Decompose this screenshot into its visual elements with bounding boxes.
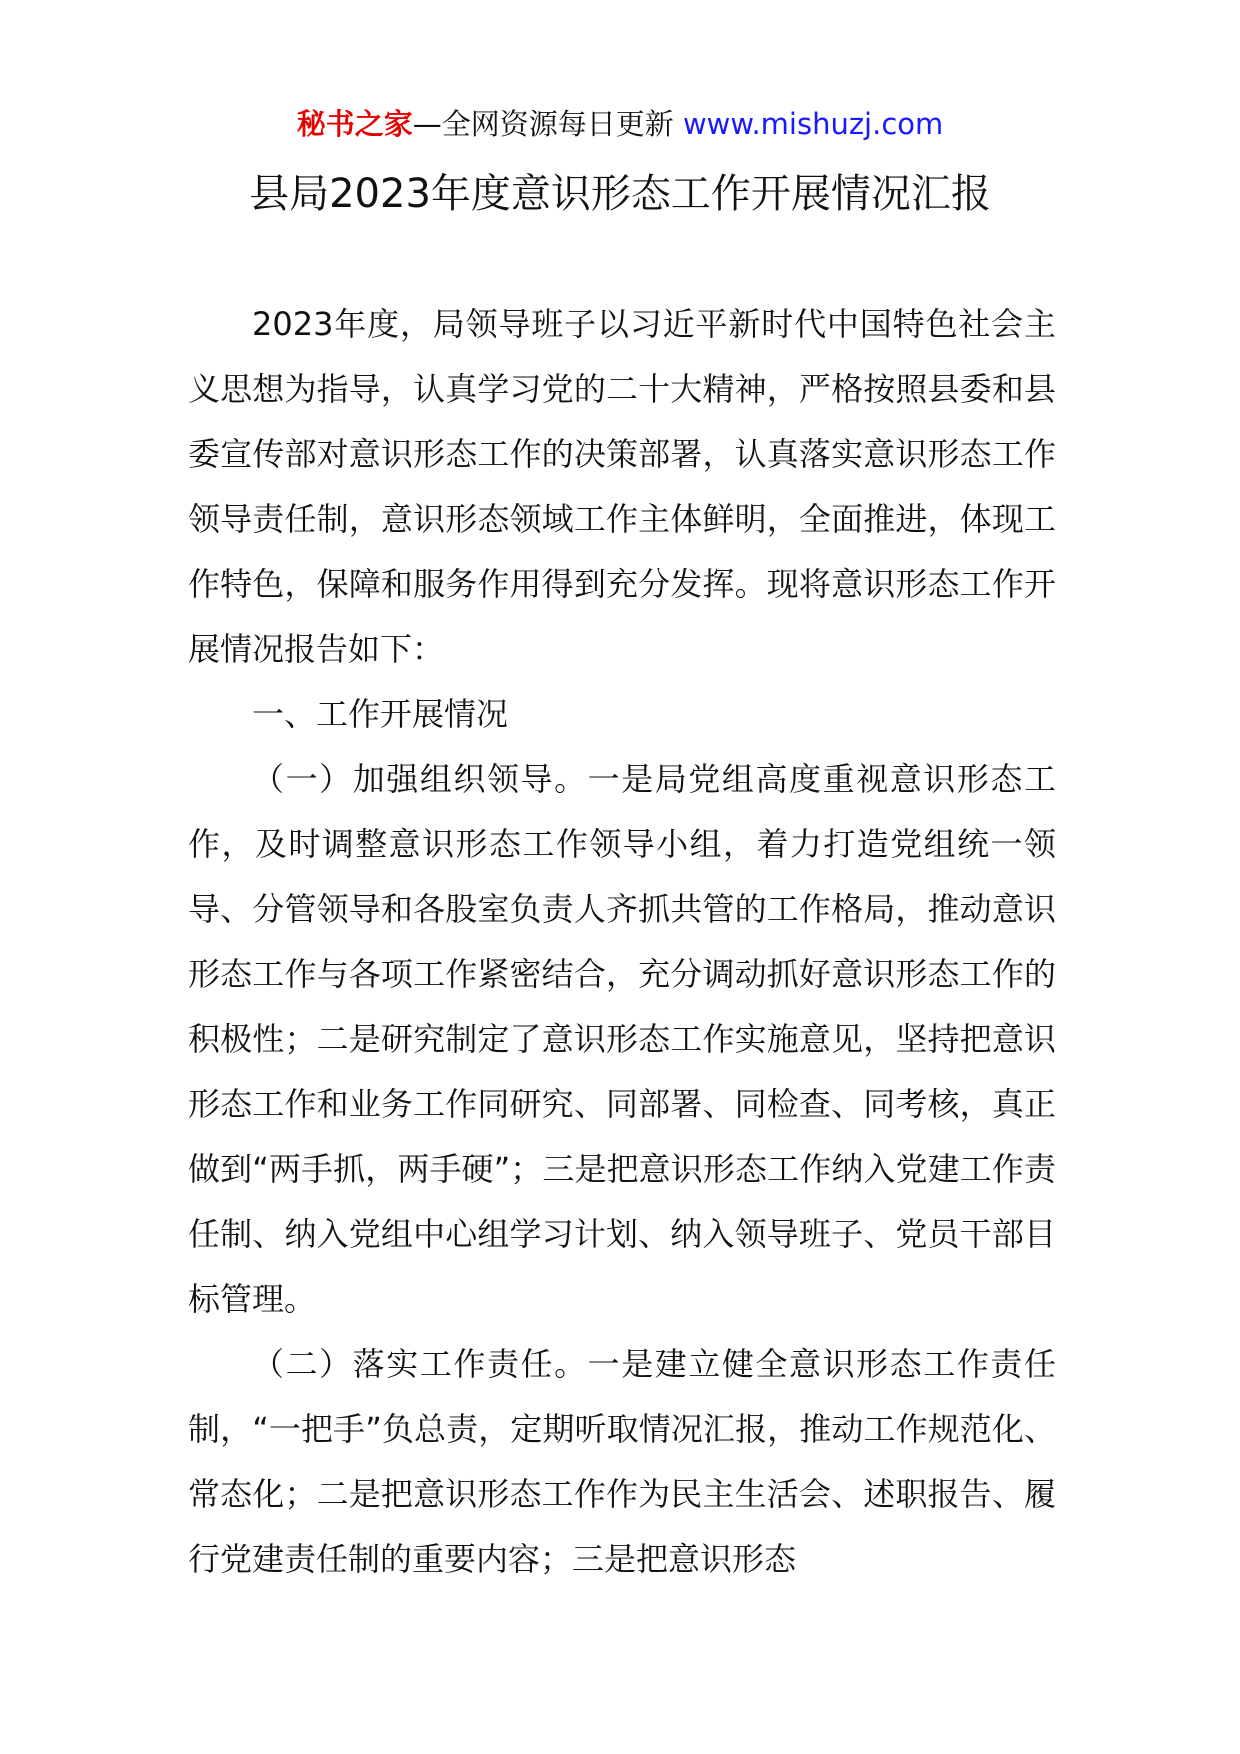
paragraph-organization: （一）加强组织领导。一是局党组高度重视意识形态工作，及时调整意识形态工作领导小组，着力打造党组统一领导、分管领导和各股室负责人齐抓共管的工作格局，推动意识形态工作与各项工作紧密结合，充分调动抓好意识形态工作的积极性；二是研究制定了意识形态工作实施意见，坚持把意识形态工作和业务工作同研究、同部署、同检查、同考核，真正做到“两手抓，两手硬”；三是把意识形态工作纳入党建工作责任制、纳入党组中心组学习计划、纳入领导班子、党员干部目标管理。 <box>188 760 1056 1318</box>
document-title: 县局2023年度意识形态工作开展情况汇报 <box>249 171 991 217</box>
site-header <box>0 98 1240 150</box>
site-url-link[interactable]: www.mishuzj.com <box>682 107 944 141</box>
site-slogan: —全网资源每日更新 <box>412 107 674 141</box>
paragraph-intro: 2023年度，局领导班子以习近平新时代中国特色社会主义思想为指导，认真学习党的二十大精神，严格按照县委和县委宣传部对意识形态工作的决策部署，认真落实意识形态工作领导责任制，意识形态领域工作主体鲜明，全面推进，体现工作特色，保障和服务作用得到充分发挥。现将意识形态工作开展情况报告如下： <box>188 305 1056 668</box>
paragraph-responsibility: （二）落实工作责任。一是建立健全意识形态工作责任制，“一把手”负总责，定期听取情况汇报，推动工作规范化、常态化；二是把意识形态工作作为民主生活会、述职报告、履行党建责任制的重要内容；三是把意识形态 <box>188 1345 1056 1578</box>
section-heading: 一、工作开展情况 <box>252 695 509 733</box>
document-body <box>188 292 1056 1592</box>
brand-name: 秘书之家 <box>296 107 413 141</box>
